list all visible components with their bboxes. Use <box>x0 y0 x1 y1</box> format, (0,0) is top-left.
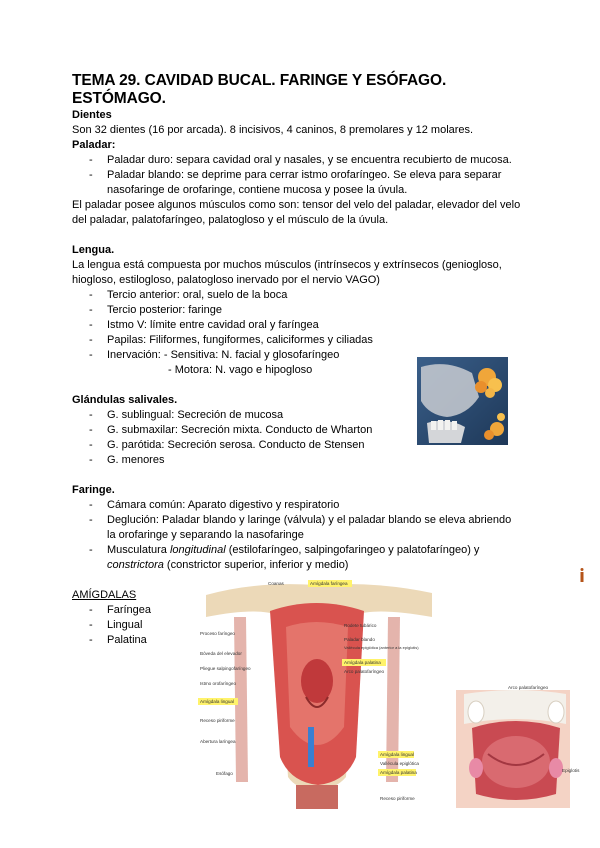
figure-label: Vallécula epiglótica <box>380 761 419 766</box>
lengua-intro-1: La lengua está compuesta por muchos músculos (intrínsecos y extrínsecos (geniogloso, <box>72 259 502 271</box>
lengua-heading: Lengua. <box>72 244 115 256</box>
list-item <box>72 543 542 558</box>
figure-label: Esófago <box>216 771 233 776</box>
figure-label: Arco palatofaríngeo <box>508 685 549 690</box>
figure-label: Istmo orofaríngeo <box>200 681 237 686</box>
italic-run: constrictora <box>107 559 164 571</box>
faringe-heading: Faringe. <box>72 484 115 496</box>
salivary-gland-image <box>417 357 508 445</box>
list-item-continuation <box>72 528 542 543</box>
list-item: - Inervación: - Sensitiva: N. facial y glosofaríngeo <box>72 348 542 363</box>
top-labels <box>268 580 352 587</box>
figure-label: Amígdala lingual <box>380 752 414 757</box>
figure-label: Proceso faríngeo <box>200 631 235 636</box>
list-item: - Paladar duro: separa cavidad oral y nasales, y se encuentra recubierto de mucosa. <box>72 153 542 168</box>
figure-label: Pliegue salpingofaríngeo <box>200 666 251 671</box>
figure-label: Coanas <box>268 581 284 586</box>
text-run: (estilofaríngeo, salpingofaringeo y palatofaríngeo) y <box>225 544 480 556</box>
figure-label: Paladar blando <box>344 637 375 642</box>
list-item: - G. menores <box>72 453 542 468</box>
figure-label: Epiglotis <box>562 768 580 773</box>
lengua-intro-2: hiogloso, estilogloso, palatogloso inervado por el nervio VAGO) <box>72 274 380 286</box>
list-item: - Deglución: Paladar blando y laringe (válvula) y el paladar blando se eleva abriendo <box>72 513 542 528</box>
paladar-paragraph-2: del paladar, palatofaríngeo, palatogloso y el músculo de la úvula. <box>72 214 389 226</box>
continuation-text: la orofaringe y separando la nasofaringe <box>107 529 304 541</box>
paladar-heading: Paladar: <box>72 139 116 151</box>
list-item-continuation <box>72 183 542 198</box>
dientes-text: Son 32 dientes (16 por arcada). 8 incisivos, 4 caninos, 8 premolares y 12 molares. <box>72 124 474 136</box>
oral-cavity-figure <box>376 684 580 810</box>
glandulas-heading: Glándulas salivales. <box>72 394 178 406</box>
list-item: - Paladar blando: se deprime para cerrar istmo orofaríngeo. Se eleva para separar <box>72 168 542 183</box>
figure-label: Arco palatofaríngeo <box>344 669 385 674</box>
figure-label: Vallécula epiglótica (anterior a la epiglotis) <box>344 645 419 650</box>
figure-label: Amígdala lingual <box>200 699 234 704</box>
figure-label: Receso piriforme <box>380 796 415 801</box>
list-item: - Faríngea <box>72 603 542 618</box>
figure-label: Rodete tubárico <box>344 623 377 628</box>
italic-run: longitudinal <box>169 544 226 556</box>
list-item: - G. parótida: Secreción serosa. Conducto de Stensen <box>72 438 542 453</box>
paladar-list <box>72 153 542 198</box>
continuation-text: nasofaringe de orofaringe, contiene mucosa y posee la úvula. <box>107 184 408 196</box>
figure-label: Abertura laríngea <box>200 739 236 744</box>
list-item: - Palatina <box>72 633 542 648</box>
list-item: - Tercio anterior: oral, suelo de la boca <box>72 288 542 303</box>
figure-label: Receso piriforme <box>200 718 235 723</box>
margin-mark-icon <box>578 568 586 582</box>
amigdalas-heading: AMÍGDALAS <box>72 589 137 601</box>
list-item-continuation <box>72 558 542 573</box>
dientes-heading: Dientes <box>72 109 112 121</box>
paladar-paragraph-1: El paladar posee algunos músculos como son: tensor del velo del paladar, elevador del velo <box>72 199 521 211</box>
list-item: - Tercio posterior: faringe <box>72 303 542 318</box>
list-item: - Lingual <box>72 618 542 633</box>
figure-label: Amígdala faríngea <box>310 581 348 586</box>
figure-label: Bóveda del elevador <box>200 651 242 656</box>
text-run: (constrictor superior, inferior y medio) <box>163 559 349 571</box>
list-item-continuation: - Motora: N. vago e hipogloso <box>168 364 313 376</box>
list-item: - Cámara común: Aparato digestivo y respiratorio <box>72 498 542 513</box>
figure-label: Amígdala palatina <box>344 660 381 665</box>
faringe-list <box>72 498 542 573</box>
list-item: - G. sublingual: Secreción de mucosa <box>72 408 542 423</box>
text-run: Musculatura <box>107 544 170 556</box>
figure-label: Amígdala palatina <box>380 770 417 775</box>
page-title: TEMA 29. CAVIDAD BUCAL. FARINGE Y ESÓFAGO. ESTÓMAGO. <box>72 72 447 107</box>
list-item: - G. submaxilar: Secreción mixta. Conducto de Wharton <box>72 423 542 438</box>
list-item: - Papilas: Filiformes, fungiformes, caliciformes y ciliadas <box>72 333 542 348</box>
list-item: - Istmo V: límite entre cavidad oral y faríngea <box>72 318 542 333</box>
